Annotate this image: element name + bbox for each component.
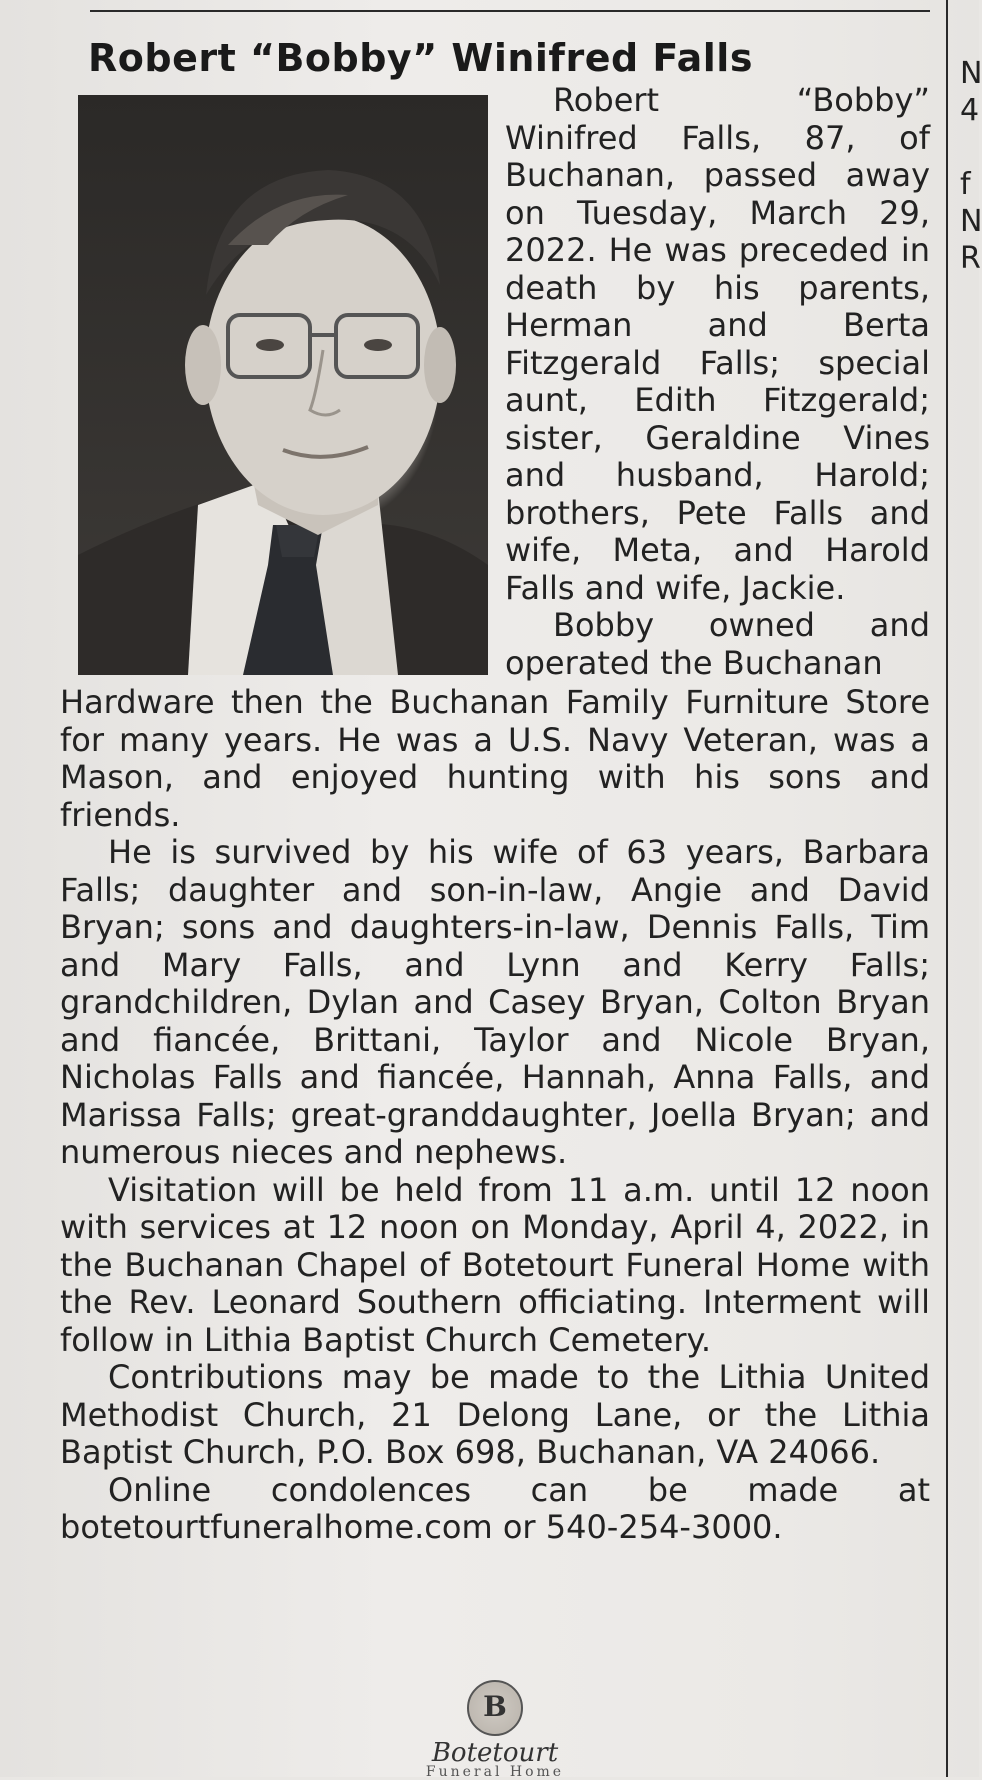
paragraph-career-start: Bobby owned and operated the Buchanan: [505, 606, 930, 682]
obituary-headline: Robert “Bobby” Winifred Falls: [88, 36, 753, 80]
obituary-body-full: [60, 684, 930, 1547]
top-rule: [90, 10, 930, 12]
logo-seal-letter: B: [483, 1690, 507, 1723]
portrait-photo: [78, 95, 488, 675]
column-rule: [946, 0, 948, 1777]
paragraph-condolences: Online condolences can be made at botetourtfuneralhome.com or 540-254-3000.: [60, 1470, 930, 1546]
funeral-home-logo: [415, 1680, 575, 1780]
logo-name: Botetourt: [431, 1738, 559, 1768]
paragraph-intro: Robert “Bobby” Winifred Falls, 87, of Buchanan, passed away on Tuesday, March 29, 2022. He was preceded in death by his parents, Herman and Berta Fitzgerald Falls; special aunt, Edith Fitzgerald; sister, Geraldine Vines and husband, Harold; brothers, Pete Falls and wife, Meta, and Harold Falls and wife, Jackie.: [505, 81, 930, 607]
paragraph-survivors: He is survived by his wife of 63 years, Barbara Falls; daughter and son-in-law, Angie and David Bryan; sons and daughters-in-law, Dennis Falls, Tim and Mary Falls, and Lynn and Kerry Falls; grandchildren, Dylan and Casey Bryan, Colton Bryan and fiancée, Brittani, Taylor and Nicole Bryan, Nicholas Falls and fiancée, Hannah, Anna Falls, and Marissa Falls; great-granddaughter, Joella Bryan; and numerous nieces and nephews.: [60, 833, 930, 1171]
paragraph-services: Visitation will be held from 11 a.m. until 12 noon with services at 12 noon on Monday, April 4, 2022, in the Buchanan Chapel of Botetourt Funeral Home with the Rev. Leonard Southern officiating. Interment will follow in Lithia Baptist Church Cemetery.: [60, 1170, 930, 1359]
obituary-body-top: [505, 82, 930, 682]
paragraph-career: Hardware then the Buchanan Family Furniture Store for many years. He was a U.S. Navy Veteran, was a Mason, and enjoyed hunting with his sons and friends.: [60, 683, 930, 834]
logo-subtitle: Funeral Home: [425, 1764, 565, 1780]
portrait-illustration: [78, 95, 488, 675]
adjacent-column-fragments: N 4 f N R: [960, 56, 982, 276]
paragraph-contributions: Contributions may be made to the Lithia United Methodist Church, 21 Delong Lane, or the Lithia Baptist Church, P.O. Box 698, Buchanan, VA 24066.: [60, 1358, 930, 1471]
logo-seal-icon: [467, 1680, 523, 1736]
